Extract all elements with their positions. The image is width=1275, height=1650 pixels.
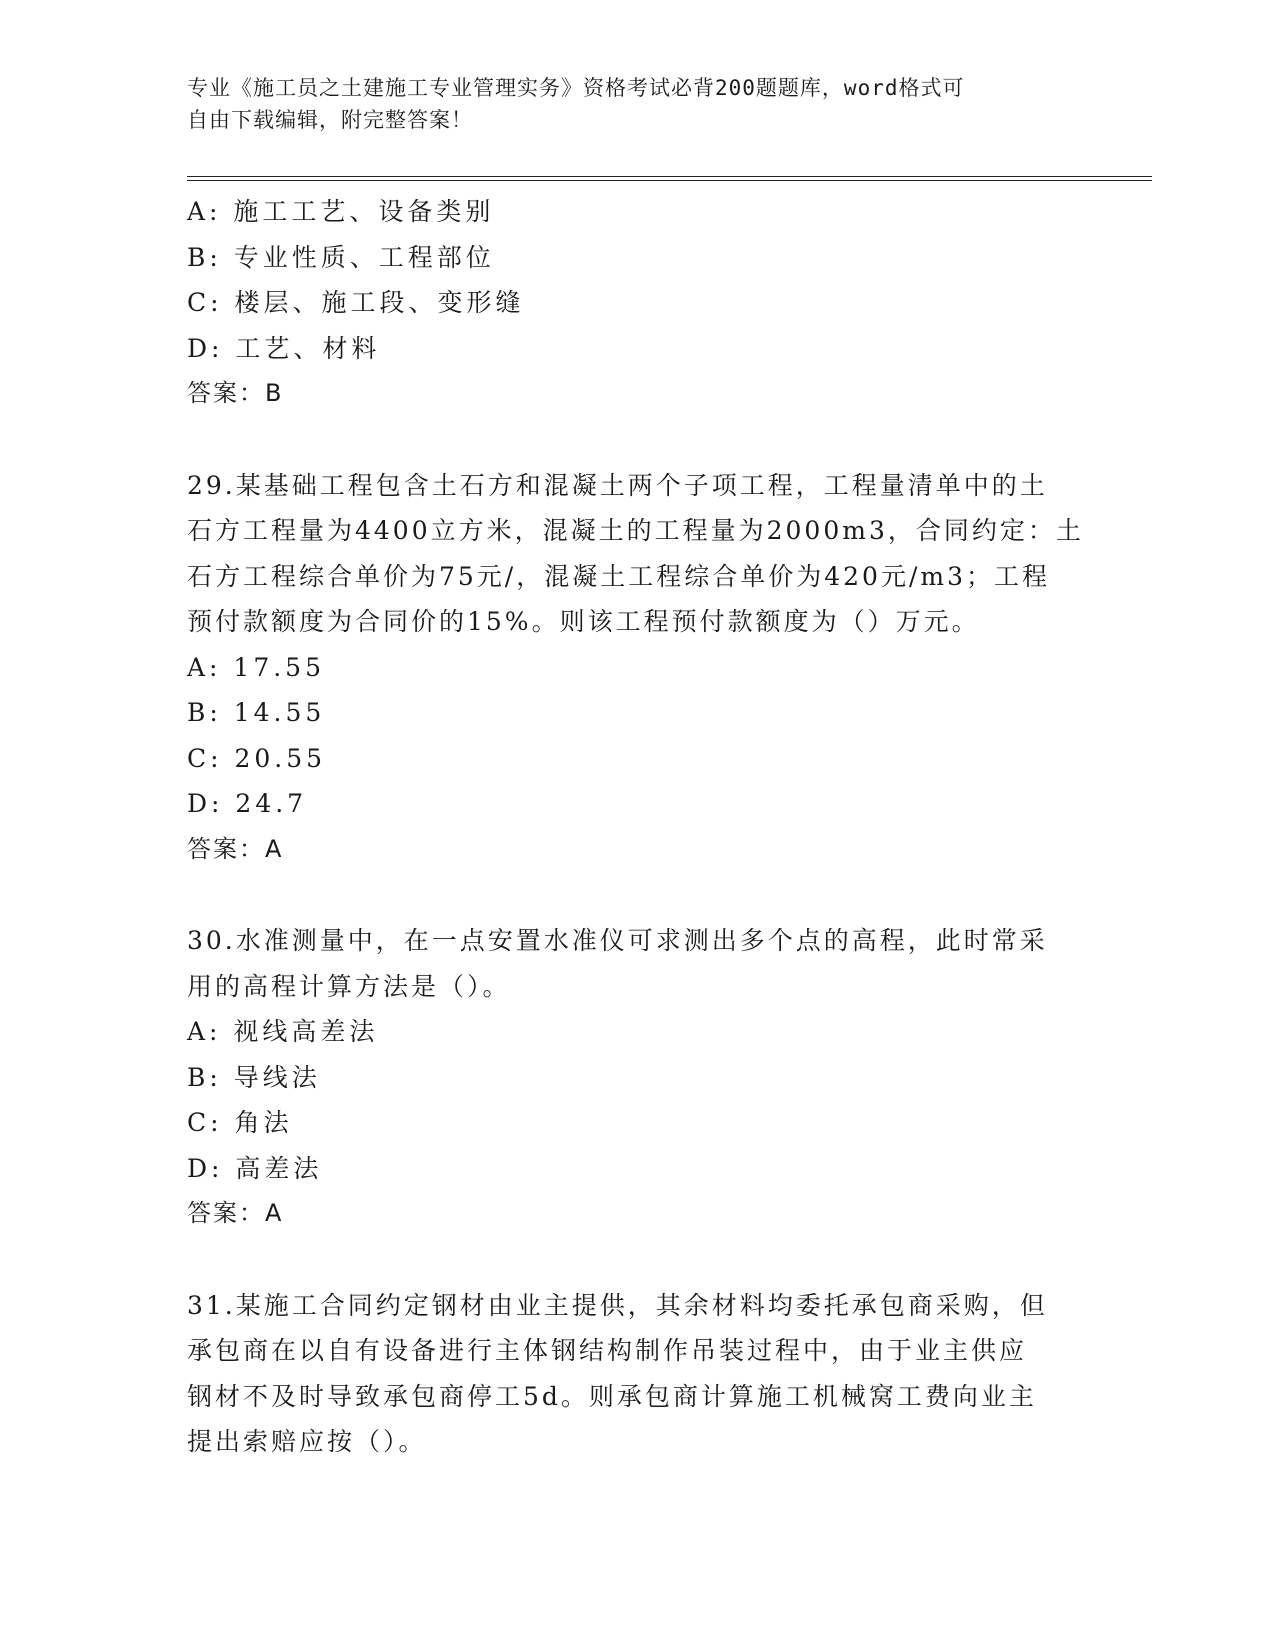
spacer xyxy=(187,1237,1087,1283)
option-c: C: 楼层、施工段、变形缝 xyxy=(187,288,525,317)
question-text-line: 石方工程综合单价为75元/，混凝土工程综合单价为420元/m3；工程 xyxy=(187,561,1050,591)
question-31-block xyxy=(187,1283,1087,1465)
option-b: B: 14.55 xyxy=(187,698,326,727)
answer-line: 答案：A xyxy=(187,1199,284,1227)
answer-line: 答案：A xyxy=(187,834,284,863)
header-divider xyxy=(187,176,1152,181)
question-28-block xyxy=(187,189,1087,417)
question-text-line: 31.某施工合同约定钢材由业主提供，其余材料均委托承包商采购，但 xyxy=(187,1290,1048,1320)
option-a: A: 施工工艺、设备类别 xyxy=(187,197,495,226)
question-text-line: 提出索赔应按（）。 xyxy=(187,1427,427,1456)
question-text-line: 29.某基础工程包含土石方和混凝土两个子项工程，工程量清单中的土 xyxy=(187,470,1048,500)
question-text-line: 用的高程计算方法是（）。 xyxy=(187,971,511,1001)
question-30-text xyxy=(187,918,1087,1009)
option-d: D: 高差法 xyxy=(187,1153,323,1183)
header-line-2: 自由下载编辑，附完整答案！ xyxy=(187,108,473,132)
document-header xyxy=(187,72,1067,136)
question-text-line: 钢材不及时导致承包商停工5d。则承包商计算施工机械窝工费向业主 xyxy=(187,1381,1037,1411)
option-d: D: 工艺、材料 xyxy=(187,333,381,363)
option-a: A: 视线高差法 xyxy=(187,1017,379,1046)
spacer xyxy=(187,872,1087,918)
header-line-1: 专业《施工员之土建施工专业管理实务》资格考试必背200题题库，word格式可 xyxy=(187,76,965,100)
question-text-line: 承包商在以自有设备进行主体钢结构制作吊装过程中，由于业主供应 xyxy=(187,1336,1028,1365)
question-31-text xyxy=(187,1283,1087,1465)
question-text-line: 预付款额度为合同价的15%。则该工程预付款额度为（）万元。 xyxy=(187,607,980,636)
option-c: C: 20.55 xyxy=(187,743,327,773)
question-text-line: 石方工程量为4400立方米，混凝土的工程量为2000m3，合同约定：土 xyxy=(187,516,1084,545)
option-a: A: 17.55 xyxy=(187,652,325,682)
option-d: D: 24.7 xyxy=(187,789,308,818)
option-b: B: 导线法 xyxy=(187,1062,321,1092)
option-c: C: 角法 xyxy=(187,1108,293,1137)
question-text-line: 30.水准测量中，在一点安置水准仪可求测出多个点的高程，此时常采 xyxy=(187,926,1048,955)
document-body xyxy=(187,189,1087,1465)
question-30-block xyxy=(187,918,1087,1237)
option-b: B: 专业性质、工程部位 xyxy=(187,242,495,272)
question-29-block xyxy=(187,463,1087,873)
answer-line: 答案：B xyxy=(187,379,284,407)
spacer xyxy=(187,417,1087,463)
question-29-text xyxy=(187,463,1087,645)
